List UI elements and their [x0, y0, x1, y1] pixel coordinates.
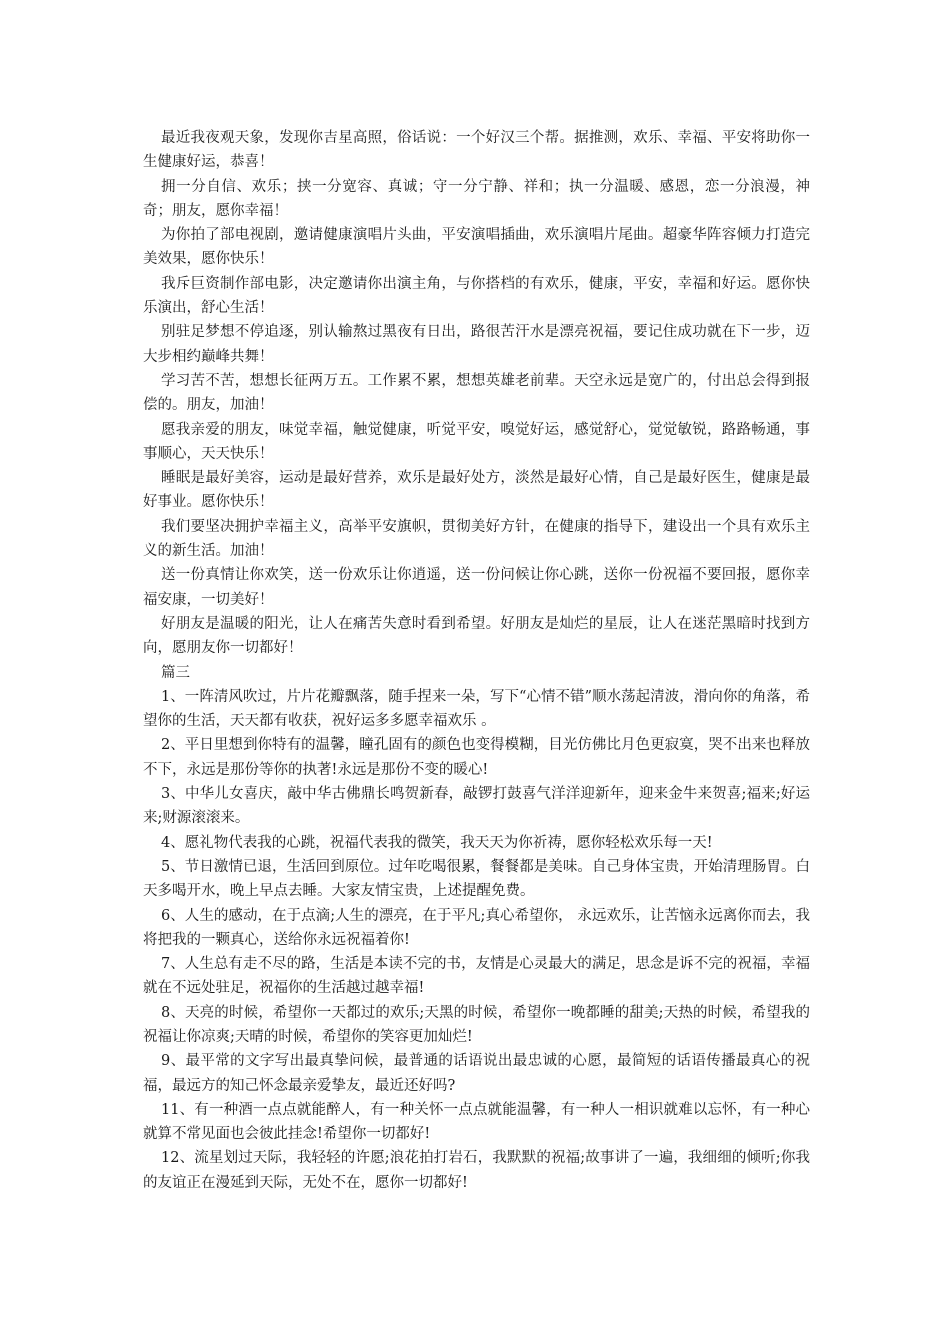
section-heading: 篇三 [161, 664, 190, 681]
paragraph: 送一份真情让你欢笑，送一份欢乐让你逍遥，送一份问候让你心跳，送你一份祝福不要回报，愿你幸福安康，一切美好！ [143, 567, 810, 608]
numbered-paragraph: 11、有一种酒一点点就能醉人，有一种关怀一点点就能温馨，有一种人一相识就难以忘怀，有一种心就算不常见面也会彼此挂念!希望你一切都好! [143, 1101, 810, 1143]
numbered-paragraph: 12、流星划过天际，我轻轻的许愿;浪花拍打岩石，我默默的祝福;故事讲了一遍，我细细的倾听;你我的友谊正在漫延到天际，无处不在，愿你一切都好! [143, 1150, 810, 1191]
paragraph: 拥一分自信、欢乐；挟一分宽容、真诚；守一分宁静、祥和；执一分温暖、感恩，恋一分浪漫，神奇；朋友，愿你幸福！ [143, 178, 810, 219]
numbered-paragraph: 2、平日里想到你特有的温馨，瞳孔固有的颜色也变得模糊，目光仿佛比月色更寂寞，哭不出来也释放不下，永远是那份等你的执著!永远是那份不变的暖心! [143, 737, 810, 778]
paragraph: 我们要坚决拥护幸福主义，高举平安旗帜，贯彻美好方针，在健康的指导下，建设出一个具有欢乐主义的新生活。加油！ [143, 518, 810, 560]
numbered-paragraph: 4、愿礼物代表我的心跳，祝福代表我的微笑，我天天为你祈祷，愿你轻松欢乐每一天! [161, 834, 713, 851]
paragraph: 为你拍了部电视剧，邀请健康演唱片头曲，平安演唱插曲，欢乐演唱片尾曲。超豪华阵容倾力打造完美效果，愿你快乐！ [143, 227, 810, 268]
numbered-paragraph: 8、天亮的时候，希望你一天都过的欢乐;天黑的时候，希望你一晚都睡的甜美;天热的时候，希望我的祝福让你凉爽;天晴的时候，希望你的笑容更加灿烂! [143, 1004, 810, 1045]
paragraph: 好朋友是温暖的阳光，让人在痛苦失意时看到希望。好朋友是灿烂的星辰，让人在迷茫黑暗时找到方向，愿朋友你一切都好！ [143, 615, 810, 657]
numbered-paragraph: 1、一阵清风吹过，片片花瓣飘落，随手捏来一朵，写下“心情不错”顺水荡起清波，滑向你的角落，希望你的生活，天天都有收获，祝好运多多愿幸福欢乐 。 [143, 688, 810, 730]
numbered-paragraph: 6、人生的感动，在于点滴;人生的漂亮，在于平凡;真心希望你， 永远欢乐，让苦恼永远离你而去，我将把我的一颗真心，送给你永远祝福着你! [143, 907, 810, 948]
document-body [143, 126, 810, 1195]
paragraph: 睡眠是最好美容，运动是最好营养，欢乐是最好处方，淡然是最好心情，自己是最好医生，健康是最好事业。愿你快乐！ [143, 470, 810, 511]
numbered-paragraph: 7、人生总有走不尽的路，生活是本读不完的书，友情是心灵最大的满足，思念是诉不完的祝福，幸福就在不远处驻足，祝福你的生活越过越幸福! [143, 956, 810, 997]
numbered-paragraph: 9、最平常的文字写出最真挚问候，最普通的话语说出最忠诚的心愿，最简短的话语传播最真心的祝福，最远方的知己怀念最亲爱挚友，最近还好吗? [143, 1053, 810, 1094]
paragraph: 最近我夜观天象，发现你吉星高照，俗话说：一个好汉三个帮。据推测，欢乐、幸福、平安将助你一生健康好运，恭喜！ [143, 130, 810, 171]
numbered-paragraph: 3、中华儿女喜庆，敲中华古佛鼎长鸣贺新春，敲锣打鼓喜气洋洋迎新年，迎来金牛来贺喜;福来;好运来;财源滚滚来。 [143, 786, 810, 827]
numbered-paragraph: 5、节日激情已退，生活回到原位。过年吃喝很累，餐餐都是美味。自己身体宝贵，开始清理肠胃。白天多喝开水，晚上早点去睡。大家友情宝贵，上述提醒免费。 [143, 858, 810, 900]
paragraph: 学习苦不苦，想想长征两万五。工作累不累，想想英雄老前辈。天空永远是宽广的，付出总会得到报偿的。朋友，加油！ [143, 372, 810, 414]
paragraph: 愿我亲爱的朋友，味觉幸福，触觉健康，听觉平安，嗅觉好运，感觉舒心，觉觉敏锐，路路畅通，事事顺心，天天快乐！ [143, 421, 810, 462]
paragraph: 我斥巨资制作部电影，决定邀请你出演主角，与你搭档的有欢乐，健康，平安，幸福和好运。愿你快乐演出，舒心生活！ [143, 275, 810, 317]
paragraph: 别驻足梦想不停追逐，别认输熬过黑夜有日出，路很苦汗水是漂亮祝福，要记住成功就在下一步，迈大步相约巅峰共舞！ [143, 324, 810, 365]
